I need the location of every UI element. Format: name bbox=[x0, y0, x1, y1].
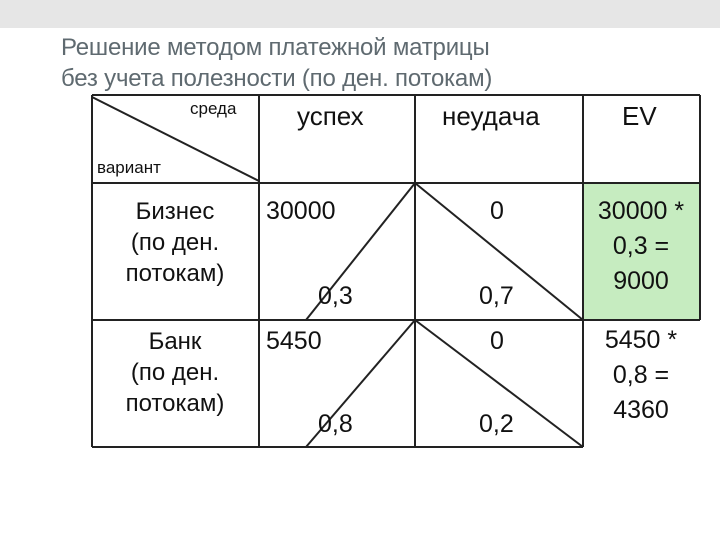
row-label-line: (по ден. bbox=[130, 359, 220, 386]
row-label-line: Бизнес bbox=[135, 198, 215, 225]
ev-line: 4360 bbox=[613, 396, 669, 424]
r1-ev bbox=[583, 194, 699, 299]
r1-success-prob: 0,3 bbox=[318, 282, 353, 310]
ev-line: 5450 * bbox=[604, 326, 678, 354]
title-line-2: без учета полезности (по ден. потокам) bbox=[61, 65, 493, 92]
r2-fail-prob: 0,2 bbox=[479, 410, 514, 438]
row-label-bank bbox=[100, 326, 250, 419]
corner-label-environment: среда bbox=[190, 99, 237, 118]
row-label-line: Банк bbox=[148, 328, 202, 355]
row-label-business bbox=[100, 196, 250, 289]
ev-line: 0,3 = bbox=[612, 232, 670, 260]
row-label-line: (по ден. bbox=[130, 229, 220, 256]
row-label-line: потокам) bbox=[125, 260, 225, 287]
r1-success-value: 30000 bbox=[266, 197, 336, 225]
r2-ev bbox=[583, 323, 699, 428]
r1-fail-prob: 0,7 bbox=[479, 282, 514, 310]
ev-line: 30000 * bbox=[597, 197, 685, 225]
corner-label-variant: вариант bbox=[97, 158, 161, 177]
ev-line: 0,8 = bbox=[612, 361, 670, 389]
ev-line: 9000 bbox=[613, 267, 669, 295]
r2-fail-value: 0 bbox=[490, 327, 504, 355]
r2-success-prob: 0,8 bbox=[318, 410, 353, 438]
header-ev: EV bbox=[622, 101, 657, 131]
r2-success-value: 5450 bbox=[266, 327, 322, 355]
title-line-1: Решение методом платежной матрицы bbox=[61, 34, 490, 61]
row-label-line: потокам) bbox=[125, 390, 225, 417]
header-success: успех bbox=[297, 101, 364, 131]
header-failure: неудача bbox=[442, 101, 540, 131]
r1-fail-value: 0 bbox=[490, 197, 504, 225]
